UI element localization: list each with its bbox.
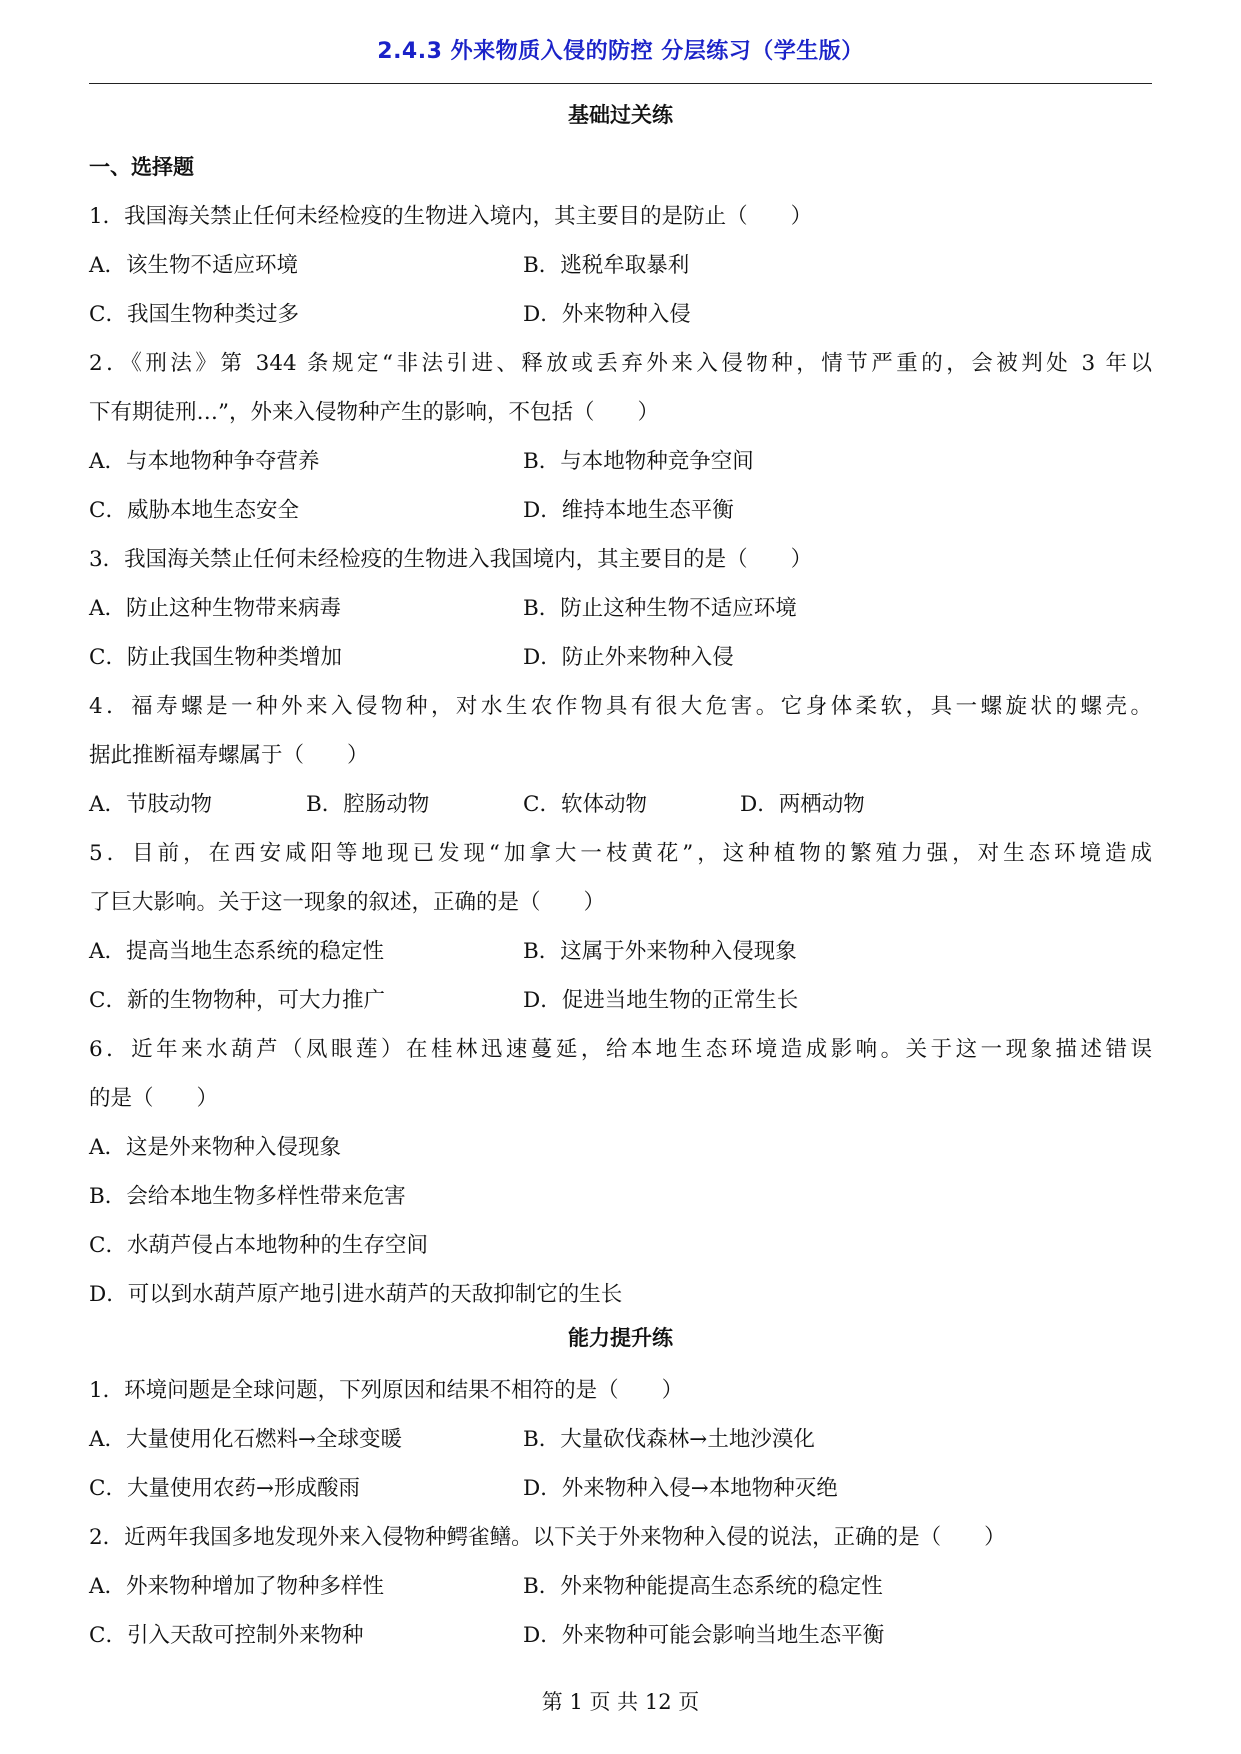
option-b: B．逃税牟取暴利 [523,253,690,278]
question-stem: 1．我国海关禁止任何未经检疫的生物进入境内，其主要目的是防止（ ） [89,204,813,229]
option-d: D．外来物种可能会影响当地生态平衡 [523,1623,885,1648]
option-c: C．新的生物物种，可大力推广 [89,988,385,1013]
option-c: C．我国生物种类过多 [89,302,299,327]
option-a: A．与本地物种争夺营养 [89,449,320,474]
option-row [89,1611,1152,1660]
option-b: B．腔肠动物 [306,792,430,817]
option-row [89,241,1152,290]
option-a: A．大量使用化石燃料→全球变暖 [89,1427,403,1452]
option-d: D．可以到水葫芦原产地引进水葫芦的天敌抑制它的生长 [89,1282,623,1307]
document-title: 2.4.3 外来物质入侵的防控 分层练习（学生版） [377,39,864,64]
option-a: A．防止这种生物带来病毒 [89,596,342,621]
option-c: C．软体动物 [523,792,647,817]
option-row [89,1562,1152,1611]
question-stem: 2．近两年我国多地发现外来入侵物种鳄雀鳝。以下关于外来物种入侵的说法，正确的是（ ） [89,1525,1006,1550]
option-row [89,290,1152,339]
question-stem: 5．目前，在西安咸阳等地现已发现“加拿大一枝黄花”，这种植物的繁殖力强，对生态环境造成 [89,841,1152,866]
header-divider [89,83,1152,84]
option-row [89,1415,1152,1464]
option-b: B．大量砍伐森林→土地沙漠化 [523,1427,815,1452]
option-row [89,976,1152,1025]
question-item [89,829,1152,1025]
question-stem-continued: 了巨大影响。关于这一现象的叙述，正确的是（ ） [89,890,606,915]
document-body [89,96,1152,1660]
option-b: B．这属于外来物种入侵现象 [523,939,797,964]
option-c: C．大量使用农药→形成酸雨 [89,1476,360,1501]
option-row [89,927,1152,976]
option-d: D．两栖动物 [740,792,865,817]
option-a: A．这是外来物种入侵现象 [89,1135,342,1160]
option-d: D．外来物种入侵→本地物种灭绝 [523,1476,838,1501]
option-row [89,584,1152,633]
option-row [89,780,1152,829]
question-stem: 1．环境问题是全球问题，下列原因和结果不相符的是（ ） [89,1378,684,1403]
question-item [89,1025,1152,1319]
question-item [89,682,1152,829]
option-a: A．该生物不适应环境 [89,253,299,278]
option-c: C．防止我国生物种类增加 [89,645,342,670]
question-stem-continued: 据此推断福寿螺属于（ ） [89,743,369,768]
option-row [89,633,1152,682]
option-row [89,1464,1152,1513]
section-title-basic: 基础过关练 [568,103,673,127]
option-d: D．促进当地生物的正常生长 [523,988,799,1013]
option-a: A．节肢动物 [89,792,213,817]
question-stem: 3．我国海关禁止任何未经检疫的生物进入我国境内，其主要目的是（ ） [89,547,813,572]
option-d: D．维持本地生态平衡 [523,498,734,523]
question-item [89,339,1152,535]
option-c: C．水葫芦侵占本地物种的生存空间 [89,1233,428,1258]
page-number: 第 1 页 共 12 页 [541,1690,700,1714]
question-stem: 2．《刑法》第 344 条规定“非法引进、释放或丢弃外来入侵物种，情节严重的，会被判处 3 年以 [89,351,1152,376]
part-title-choice: 一、选择题 [89,155,194,179]
option-d: D．防止外来物种入侵 [523,645,734,670]
question-stem-continued: 下有期徒刑…”，外来入侵物种产生的影响，不包括（ ） [89,400,659,425]
option-a: A．外来物种增加了物种多样性 [89,1574,385,1599]
option-a: A．提高当地生态系统的稳定性 [89,939,385,964]
option-b: B．与本地物种竞争空间 [523,449,754,474]
question-item [89,1366,1152,1513]
question-item [89,535,1152,682]
option-c: C．威胁本地生态安全 [89,498,299,523]
option-row [89,486,1152,535]
question-stem: 4．福寿螺是一种外来入侵物种，对水生农作物具有很大危害。它身体柔软，具一螺旋状的螺壳。 [89,694,1152,719]
option-c: C．引入天敌可控制外来物种 [89,1623,364,1648]
section-title-advanced: 能力提升练 [568,1326,673,1350]
option-b: B．外来物种能提高生态系统的稳定性 [523,1574,883,1599]
option-b: B．防止这种生物不适应环境 [523,596,797,621]
option-b: B．会给本地生物多样性带来危害 [89,1184,406,1209]
question-item [89,1513,1152,1660]
question-stem-continued: 的是（ ） [89,1086,219,1111]
question-stem: 6．近年来水葫芦（凤眼莲）在桂林迅速蔓延，给本地生态环境造成影响。关于这一现象描述错误 [89,1037,1152,1062]
option-row [89,437,1152,486]
question-item [89,192,1152,339]
option-d: D．外来物种入侵 [523,302,691,327]
